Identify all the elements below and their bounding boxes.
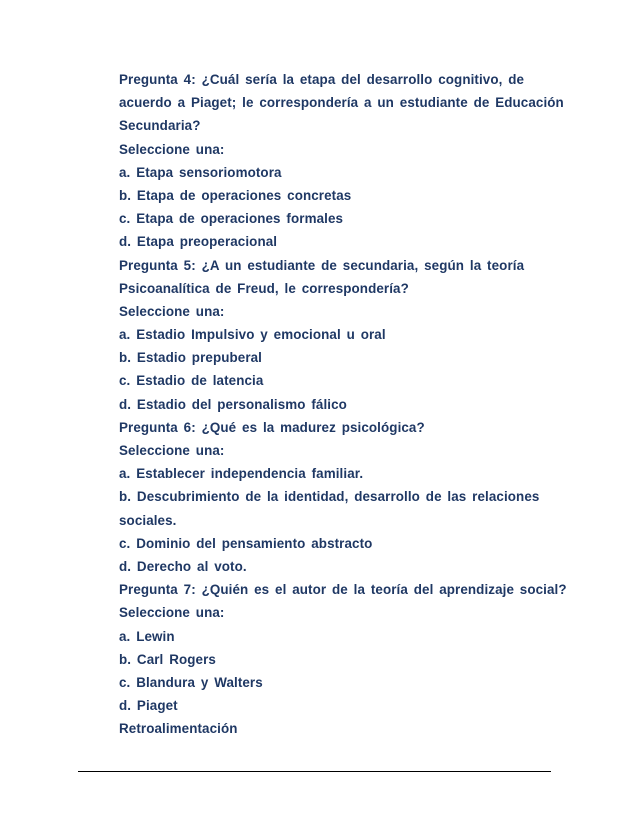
question-5-option-d: d. Estadio del personalismo fálico <box>119 396 347 412</box>
question-block-5 <box>119 254 559 416</box>
question-4-prompt: Seleccione una: <box>119 141 225 157</box>
question-4-option-c: c. Etapa de operaciones formales <box>119 211 344 227</box>
question-7-prompt: Seleccione una: <box>119 605 225 621</box>
quiz-content <box>119 68 567 740</box>
question-5-option-c: c. Estadio de latencia <box>119 373 264 389</box>
question-5-line-1: Pregunta 5: ¿A un estudiante de secundaria, según la teoría <box>119 257 525 273</box>
question-5-option-b: b. Estadio prepuberal <box>119 350 263 366</box>
question-4-option-a: a. Etapa sensoriomotora <box>119 164 282 180</box>
question-4-option-b: b. Etapa de operaciones concretas <box>119 187 352 203</box>
question-7-option-d: d. Piaget <box>119 698 178 714</box>
question-7-option-b: b. Carl Rogers <box>119 651 216 667</box>
question-7-line-1: Pregunta 7: ¿Quién es el autor de la teoría del aprendizaje social? <box>119 582 567 598</box>
question-6-prompt: Seleccione una: <box>119 443 225 458</box>
question-6-option-b-continued: sociales. <box>119 512 177 528</box>
question-4-line-1: Pregunta 4: ¿Cuál sería la etapa del desarrollo cognitivo, de <box>119 72 525 87</box>
question-4-line-2: acuerdo a Piaget; le correspondería a un estudiante de Educación <box>119 95 564 111</box>
question-block-6 <box>119 416 559 578</box>
question-5-prompt: Seleccione una: <box>119 303 225 319</box>
question-6-option-b: b. Descubrimiento de la identidad, desarrollo de las relaciones <box>119 489 540 505</box>
question-6-option-d: d. Derecho al voto. <box>119 558 247 574</box>
footer-divider <box>78 771 551 772</box>
question-4-option-d: d. Etapa preoperacional <box>119 234 278 250</box>
question-block-4 <box>119 68 564 254</box>
question-7-option-a: a. Lewin <box>119 628 175 644</box>
question-4-line-3: Secundaria? <box>119 118 201 134</box>
question-7-option-c: c. Blandura y Walters <box>119 674 263 690</box>
question-6-option-a: a. Establecer independencia familiar. <box>119 466 364 482</box>
question-5-line-2: Psicoanalítica de Freud, le correspondería? <box>119 280 409 296</box>
question-6-option-c: c. Dominio del pensamiento abstracto <box>119 535 373 551</box>
question-5-option-a: a. Estadio Impulsivo y emocional u oral <box>119 327 386 343</box>
question-6-line-1: Pregunta 6: ¿Qué es la madurez psicológica? <box>119 419 425 435</box>
feedback-heading: Retroalimentación <box>119 721 238 737</box>
question-block-7 <box>119 578 567 717</box>
